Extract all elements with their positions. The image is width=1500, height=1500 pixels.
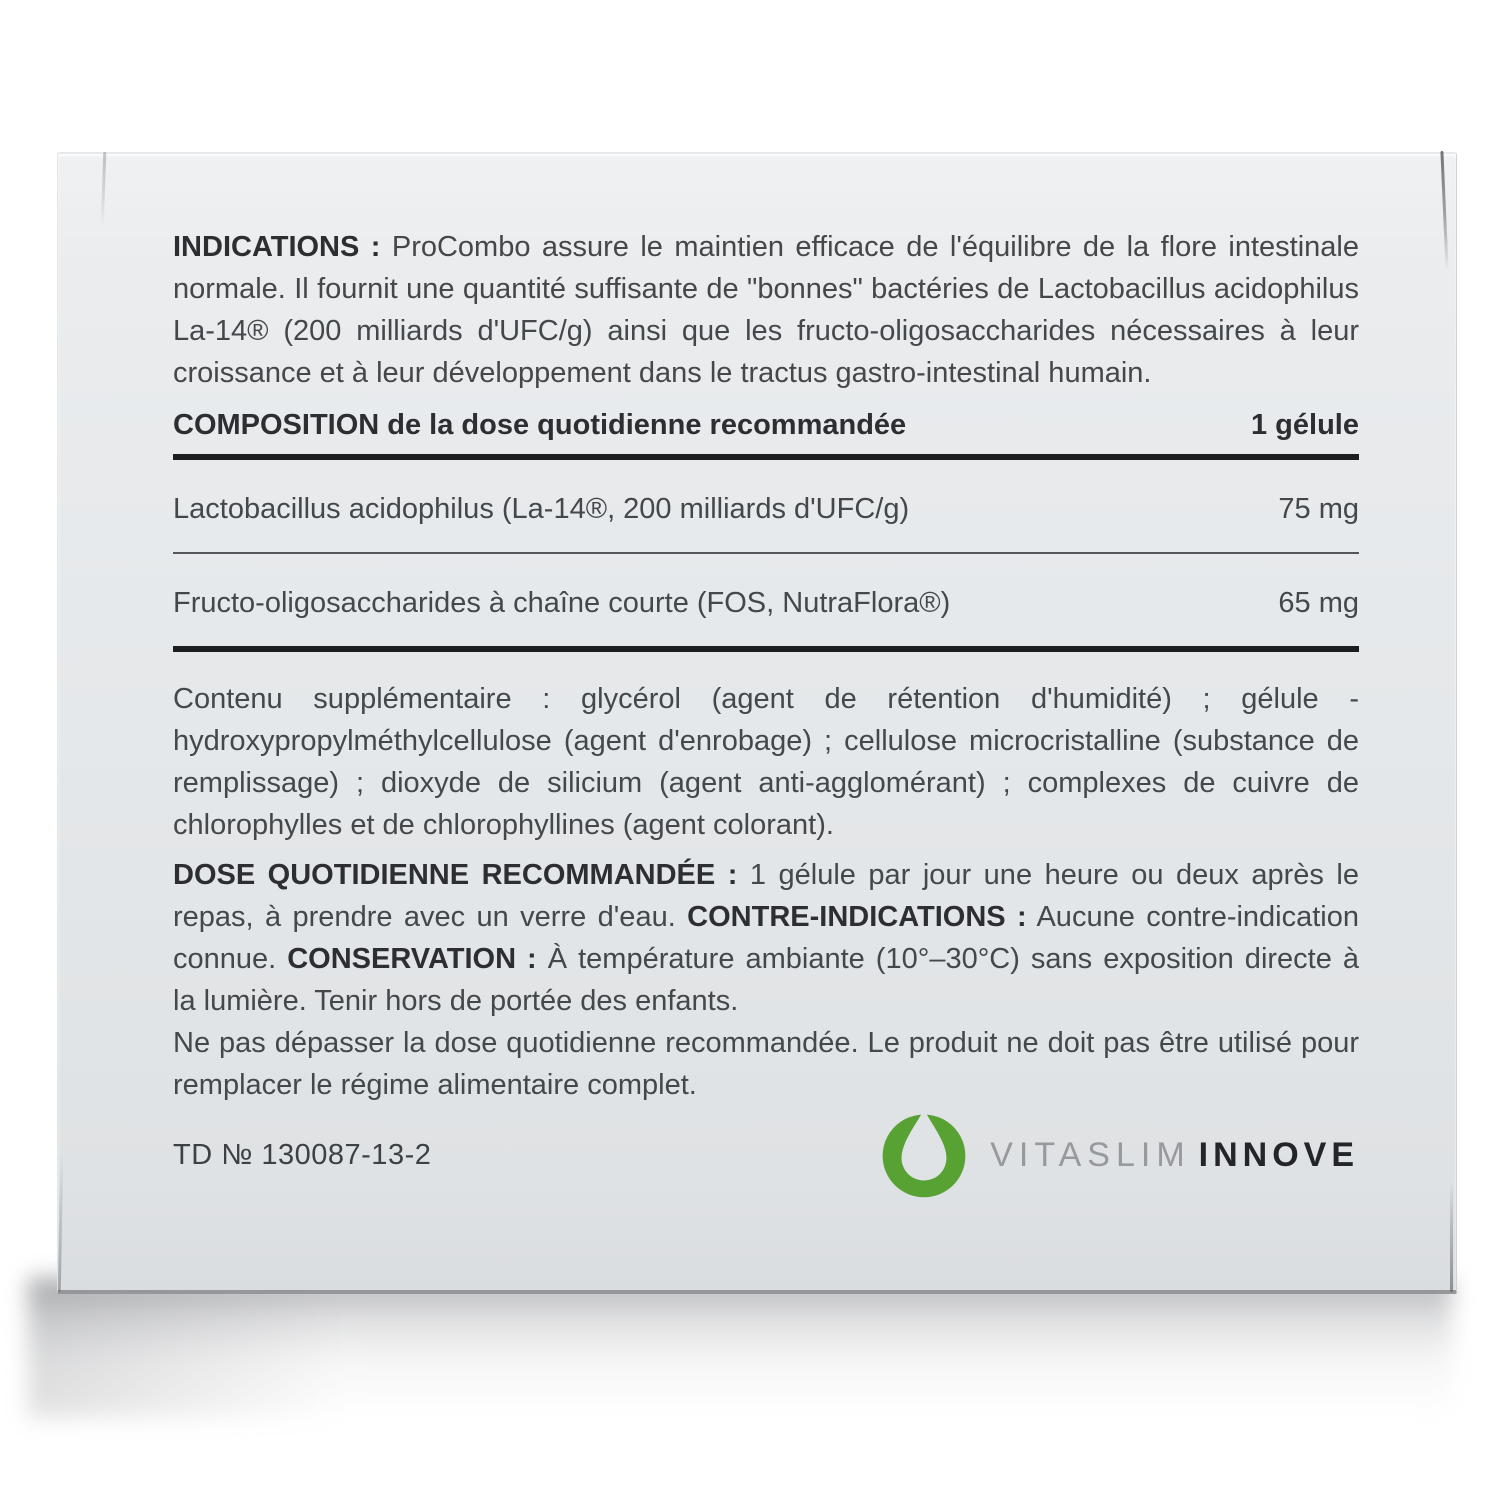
td-registration-number: TD № 130087-13-2 bbox=[173, 1138, 432, 1171]
composition-heading: COMPOSITION de la dose quotidienne recommandée bbox=[173, 409, 907, 441]
composition-row-fos bbox=[173, 554, 1359, 646]
ingredient-name: Lactobacillus acidophilus (La-14®, 200 milliards d'UFC/g) bbox=[173, 493, 910, 525]
indications-paragraph bbox=[173, 226, 1359, 394]
composition-header-row bbox=[173, 404, 1359, 446]
box-flap-crease-top-right bbox=[1440, 151, 1448, 271]
vitaslim-drop-logo-icon bbox=[880, 1109, 968, 1201]
brand-name bbox=[990, 1136, 1359, 1175]
additional-content-paragraph bbox=[173, 678, 1359, 846]
box-flap-crease-top-left bbox=[101, 152, 107, 226]
brand-lockup bbox=[880, 1109, 1359, 1201]
box-flap-crease-bottom-left bbox=[58, 1152, 63, 1292]
ingredient-amount: 65 mg bbox=[1278, 587, 1359, 619]
contraindications-text: Aucune contre-indication connue. bbox=[173, 901, 1360, 975]
indications-heading: INDICATIONS : bbox=[173, 231, 381, 263]
storage-heading: CONSERVATION : bbox=[287, 943, 537, 975]
ingredient-name: Fructo-oligosaccharides à chaîne courte (FOS, NutraFlora®) bbox=[173, 587, 951, 619]
dosage-text: 1 gélule par jour une heure ou deux après le repas, à prendre avec un verre d'eau. bbox=[173, 859, 1360, 933]
dosage-heading: DOSE QUOTIDIENNE RECOMMANDÉE : bbox=[173, 859, 738, 891]
warning-paragraph bbox=[173, 1022, 1359, 1106]
box-flap-crease-bottom-right bbox=[1450, 1180, 1453, 1292]
warning-text: Ne pas dépasser la dose quotidienne recommandée. Le produit ne doit pas être utilisé pour remplacer le régime alimentaire complet. bbox=[173, 1027, 1359, 1101]
storage-text: À température ambiante (10°–30°C) sans exposition directe à la lumière. Tenir hors de portée des enfants. bbox=[173, 943, 1360, 1017]
indications-text: ProCombo assure le maintien efficace de l'équilibre de la flore intestinale normale. Il fournit une quantité suffisante de "bonnes" bactéries de Lactobacillus acidophilus La-14® (200 milliards d'UFC/g) ainsi que les fructo-oligosaccharides nécessaires à leur croissance et à leur développement dans le tractus gastro-intestinal humain. bbox=[173, 231, 1359, 389]
composition-unit: 1 gélule bbox=[1251, 409, 1359, 441]
product-box-back-panel bbox=[57, 152, 1457, 1294]
brand-name-vitaslim: VITASLIM bbox=[990, 1135, 1191, 1174]
ingredient-amount: 75 mg bbox=[1278, 493, 1359, 525]
label-footer-row bbox=[173, 1110, 1359, 1200]
composition-table-bottom-rule bbox=[173, 646, 1359, 652]
dosage-paragraph bbox=[173, 854, 1359, 1022]
contraindications-heading: CONTRE-INDICATIONS : bbox=[687, 901, 1027, 933]
brand-name-innove: INNOVE bbox=[1198, 1135, 1359, 1174]
additional-content-text: Contenu supplémentaire : glycérol (agent de rétention d'humidité) ; gélule - hydroxypropylméthylcellulose (agent d'enrobage) ; cellulose microcristalline (substance de remplissage) ; dioxyde de silicium (agent anti-agglomérant) ; complexes de cuivre de chlorophylles et de chlorophyllines (agent colorant). bbox=[173, 683, 1359, 841]
label-text-area bbox=[173, 154, 1359, 1200]
composition-row-lactobacillus bbox=[173, 460, 1359, 552]
box-drop-shadow bbox=[28, 1278, 1452, 1418]
